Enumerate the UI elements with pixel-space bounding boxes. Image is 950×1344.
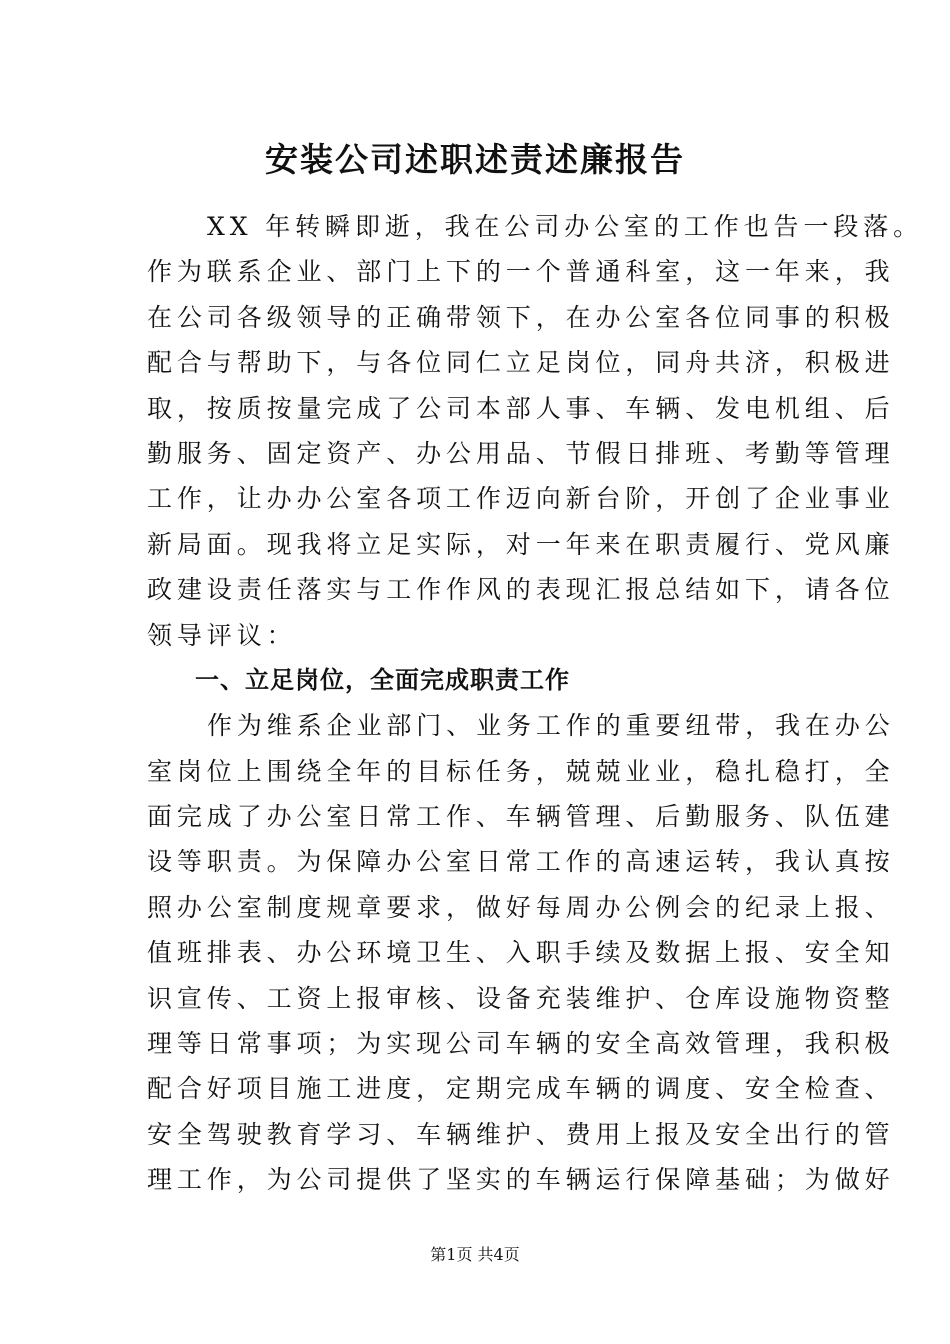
- text-line: 照办公室制度规章要求，做好每周办公例会的纪录上报、: [147, 892, 895, 922]
- text-line: 安全驾驶教育学习、车辆维护、费用上报及安全出行的管: [147, 1119, 895, 1149]
- text-line: 理等日常事项；为实现公司车辆的安全高效管理，我积极: [147, 1029, 895, 1059]
- text-line: 室岗位上围绕全年的目标任务，兢兢业业，稳扎稳打，全: [147, 756, 895, 786]
- section-heading: 一、立足岗位，全面完成职责工作: [195, 665, 570, 694]
- text-line: 面完成了办公室日常工作、车辆管理、后勤服务、队伍建: [147, 802, 895, 832]
- text-line: 政建设责任落实与工作作风的表现汇报总结如下，请各位: [147, 575, 895, 605]
- text-line: 识宣传、工资上报审核、设备充装维护、仓库设施物资整: [147, 983, 895, 1013]
- text-line: 在公司各级领导的正确带领下，在办公室各位同事的积极: [147, 302, 895, 332]
- text-line: 领导评议：: [147, 620, 297, 650]
- text-line: 取，按质按量完成了公司本部人事、车辆、发电机组、后: [147, 393, 895, 423]
- document-body: [147, 204, 924, 1203]
- text-line: 配合好项目施工进度，定期完成车辆的调度、安全检查、: [147, 1074, 895, 1104]
- text-line: 作为联系企业、部门上下的一个普通科室，这一年来，我: [147, 257, 895, 287]
- text-line: 设等职责。为保障办公室日常工作的高速运转，我认真按: [147, 847, 895, 877]
- text-line: 作为维系企业部门、业务工作的重要纽带，我在办公: [207, 711, 895, 741]
- text-line: 新局面。现我将立足实际，对一年来在职责履行、党风廉: [147, 529, 895, 559]
- text-line: 勤服务、固定资产、办公用品、节假日排班、考勤等管理: [147, 438, 895, 468]
- text-line: 工作，让办办公室各项工作迈向新台阶，开创了企业事业: [147, 484, 895, 514]
- text-line: XX 年转瞬即逝，我在公司办公室的工作也告一段落。: [207, 212, 924, 241]
- text-line: 值班排表、办公环境卫生、入职手续及数据上报、安全知: [147, 938, 895, 968]
- text-line: 配合与帮助下，与各位同仁立足岗位，同舟共济，积极进: [147, 348, 895, 378]
- page-footer: 第1页 共4页: [430, 1245, 520, 1264]
- document-title: 安装公司述职述责述廉报告: [265, 140, 685, 179]
- text-line: 理工作，为公司提供了坚实的车辆运行保障基础；为做好: [147, 1165, 895, 1195]
